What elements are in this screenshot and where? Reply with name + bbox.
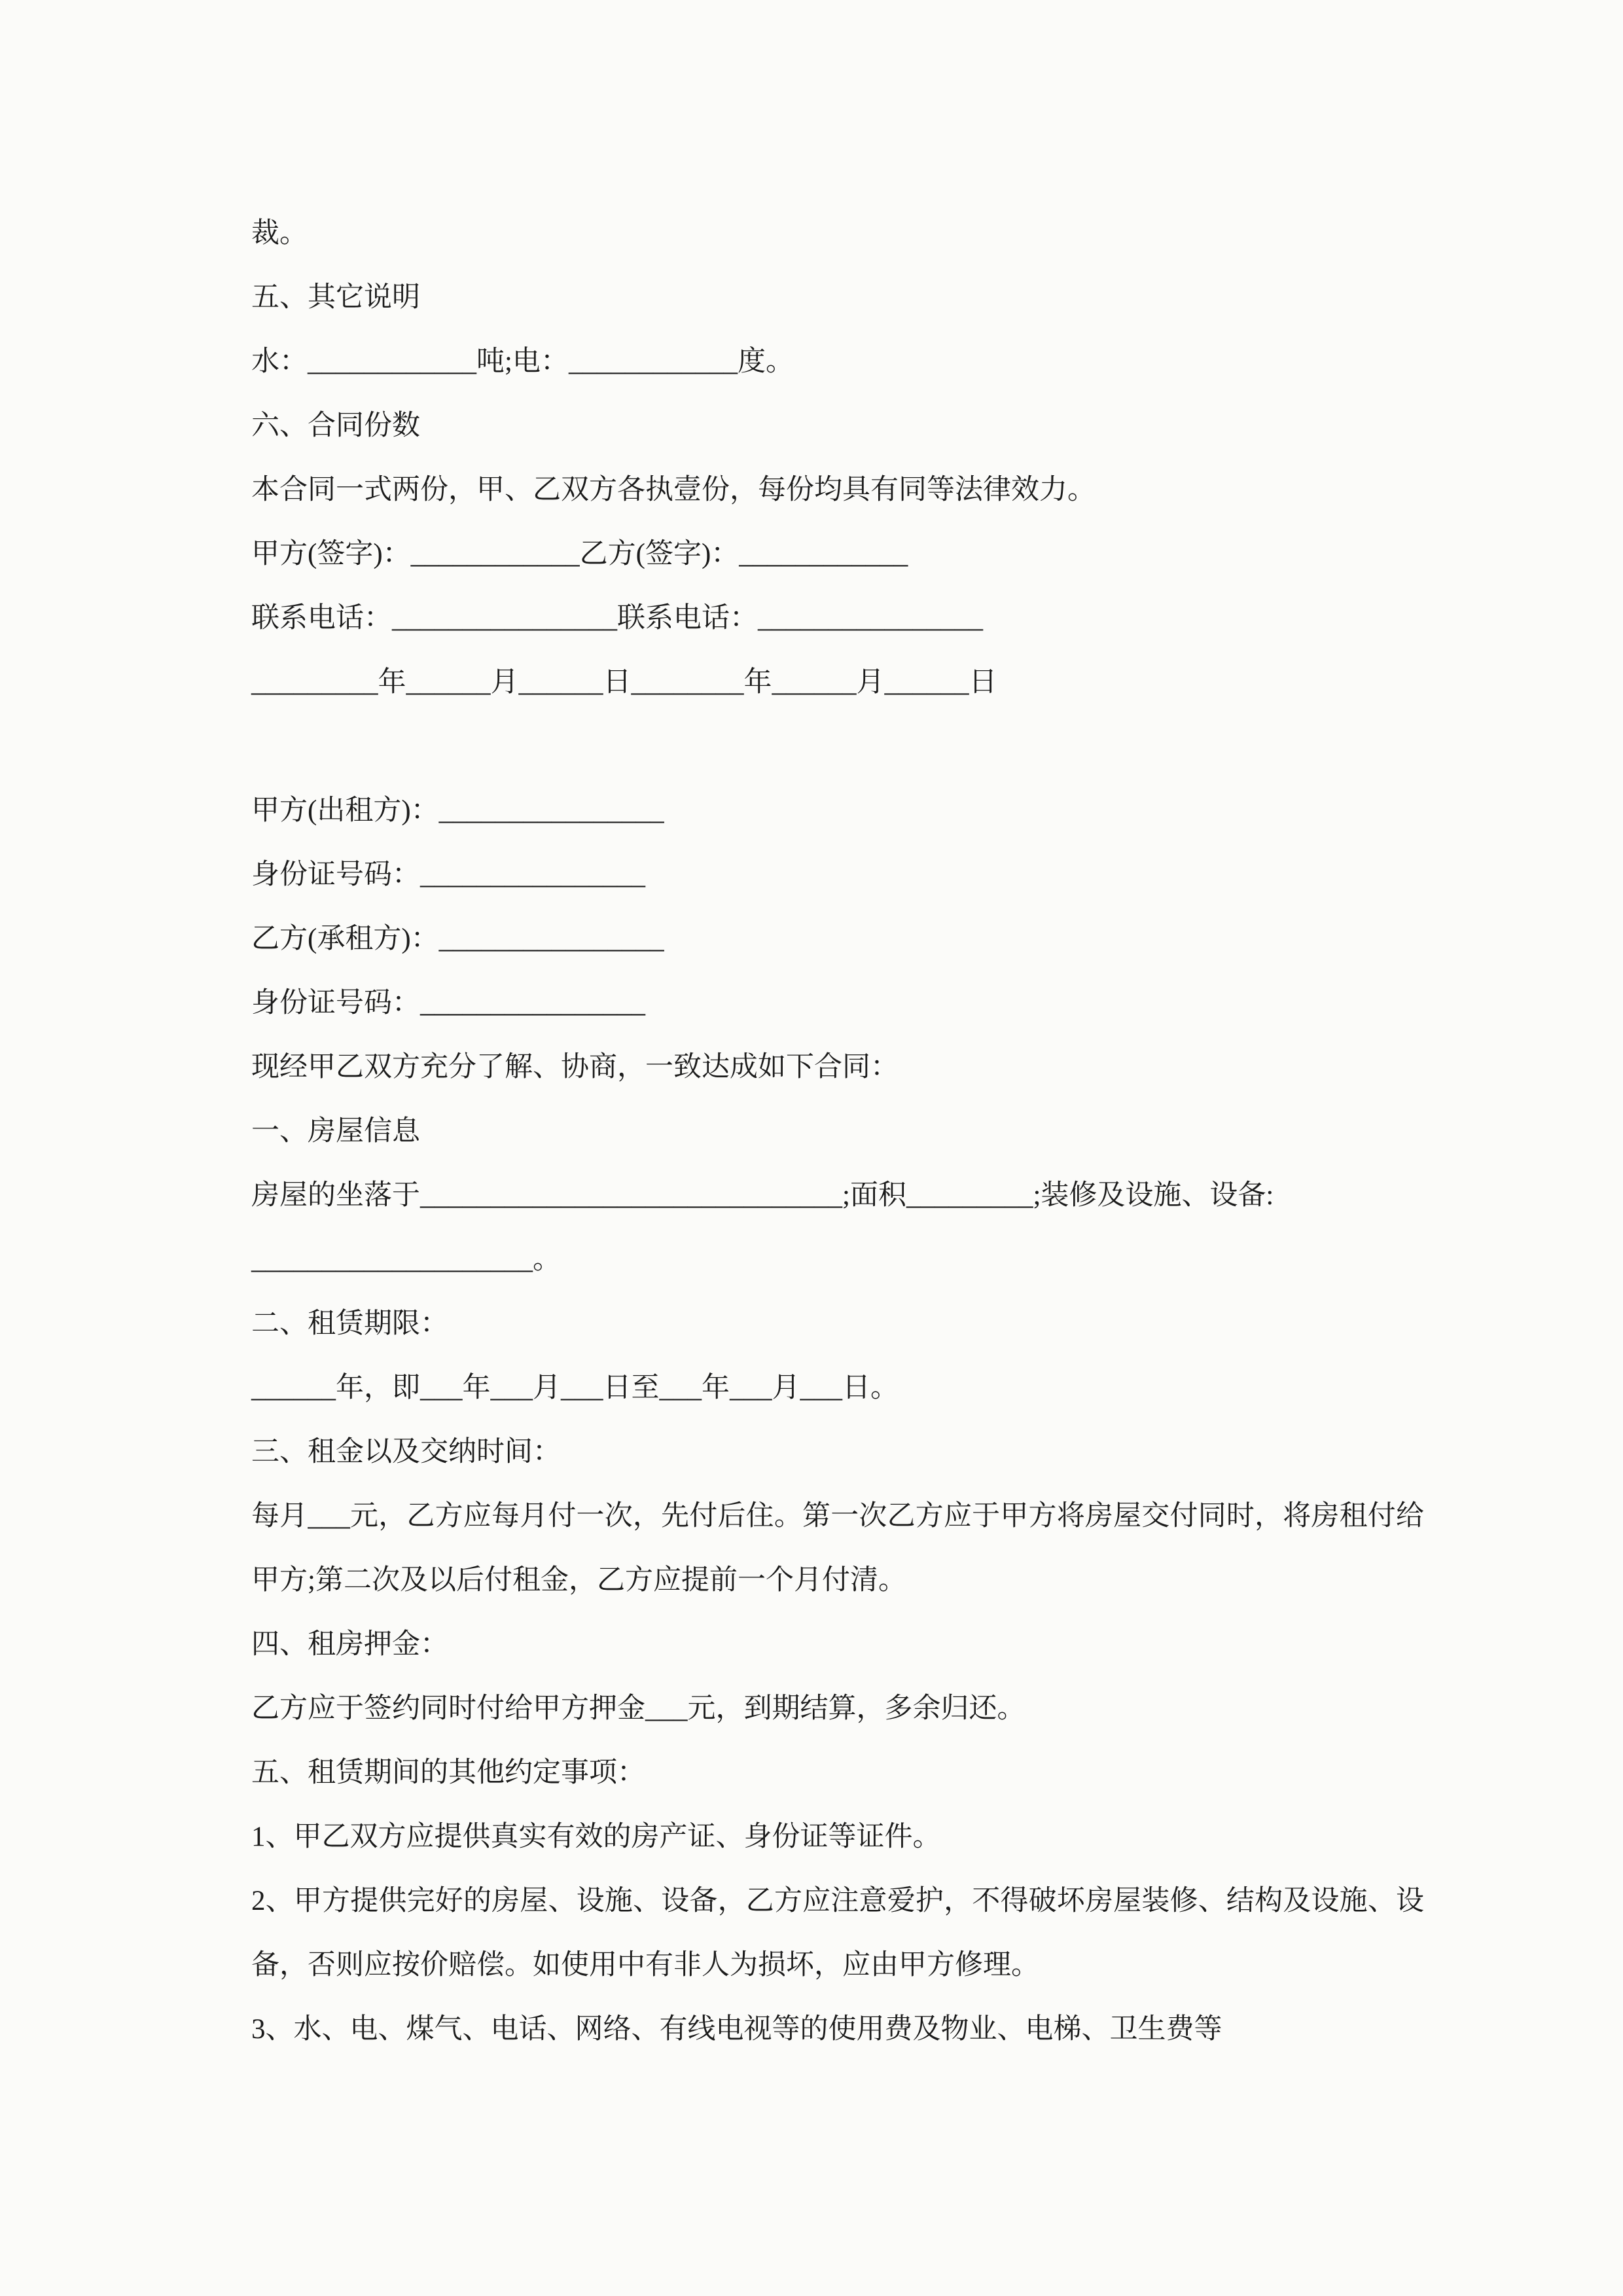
line-house-location-area: 房屋的坐落于______________________________;面积_________;装修及设施、设备: [251,1180,1274,1211]
line-date-blanks: _________年______月______日________年______月______日 [251,667,997,698]
line-water-electric-blanks: 水：____________吨;电：____________度。 [251,346,794,377]
text-rent-payment-terms: 每月___元，乙方应每月付一次，先付后住。第一次乙方应于甲方将房屋交付同时，将房租付给甲方;第二次及以后付租金，乙方应提前一个月付清。 [251,1501,1424,1596]
line-lease-term-dates: ______年，即___年___月___日至___年___月___日。 [251,1372,899,1403]
line-party-b-id-number: 身份证号码：________________ [251,988,645,1018]
heading-section2-lease-term: 二、租赁期限： [251,1308,448,1339]
item-1-certificates: 1、甲乙双方应提供真实有效的房产证、身份证等证件。 [251,1821,941,1852]
heading-section1-house-info: 一、房屋信息 [251,1116,420,1147]
heading-section5-other-notes: 五、其它说明 [251,282,420,313]
heading-section4-deposit: 四、租房押金： [251,1629,448,1660]
text-contract-copies: 本合同一式两份，甲、乙双方各执壹份，每份均具有同等法律效力。 [251,475,1096,505]
line-party-a-id-number: 身份证号码：________________ [251,859,645,890]
heading-section6-copies: 六、合同份数 [251,410,420,441]
text-agreement-intro: 现经甲乙双方充分了解、协商，一致达成如下合同： [251,1052,899,1083]
line-facilities-blank: ____________________。 [251,1244,561,1275]
line-party-b-lessee: 乙方(承租方)：________________ [251,924,664,954]
text-deposit-terms: 乙方应于签约同时付给甲方押金___元，到期结算，多余归还。 [251,1693,1026,1724]
blank-spacer-line [251,715,1424,779]
line-phone-blanks: 联系电话：________________联系电话：________________ [251,603,983,634]
item-2-facilities-care: 2、甲方提供完好的房屋、设施、设备，乙方应注意爱护，不得破坏房屋装修、结构及设施、设备，否则应按价赔偿。如使用中有非人为损坏，应由甲方修理。 [251,1886,1424,1981]
text-arbitration-tail: 裁。 [251,218,308,249]
line-party-a-lessor: 甲方(出租方)：________________ [251,795,664,826]
contract-body [251,202,1424,2062]
line-signature-blanks: 甲方(签字)：____________乙方(签字)：____________ [251,539,908,569]
item-3-utility-fees: 3、水、电、煤气、电话、网络、有线电视等的使用费及物业、电梯、卫生费等 [251,2014,1222,2045]
heading-section5-agreements: 五、租赁期间的其他约定事项： [251,1757,645,1788]
heading-section3-rent: 三、租金以及交纳时间： [251,1437,561,1467]
